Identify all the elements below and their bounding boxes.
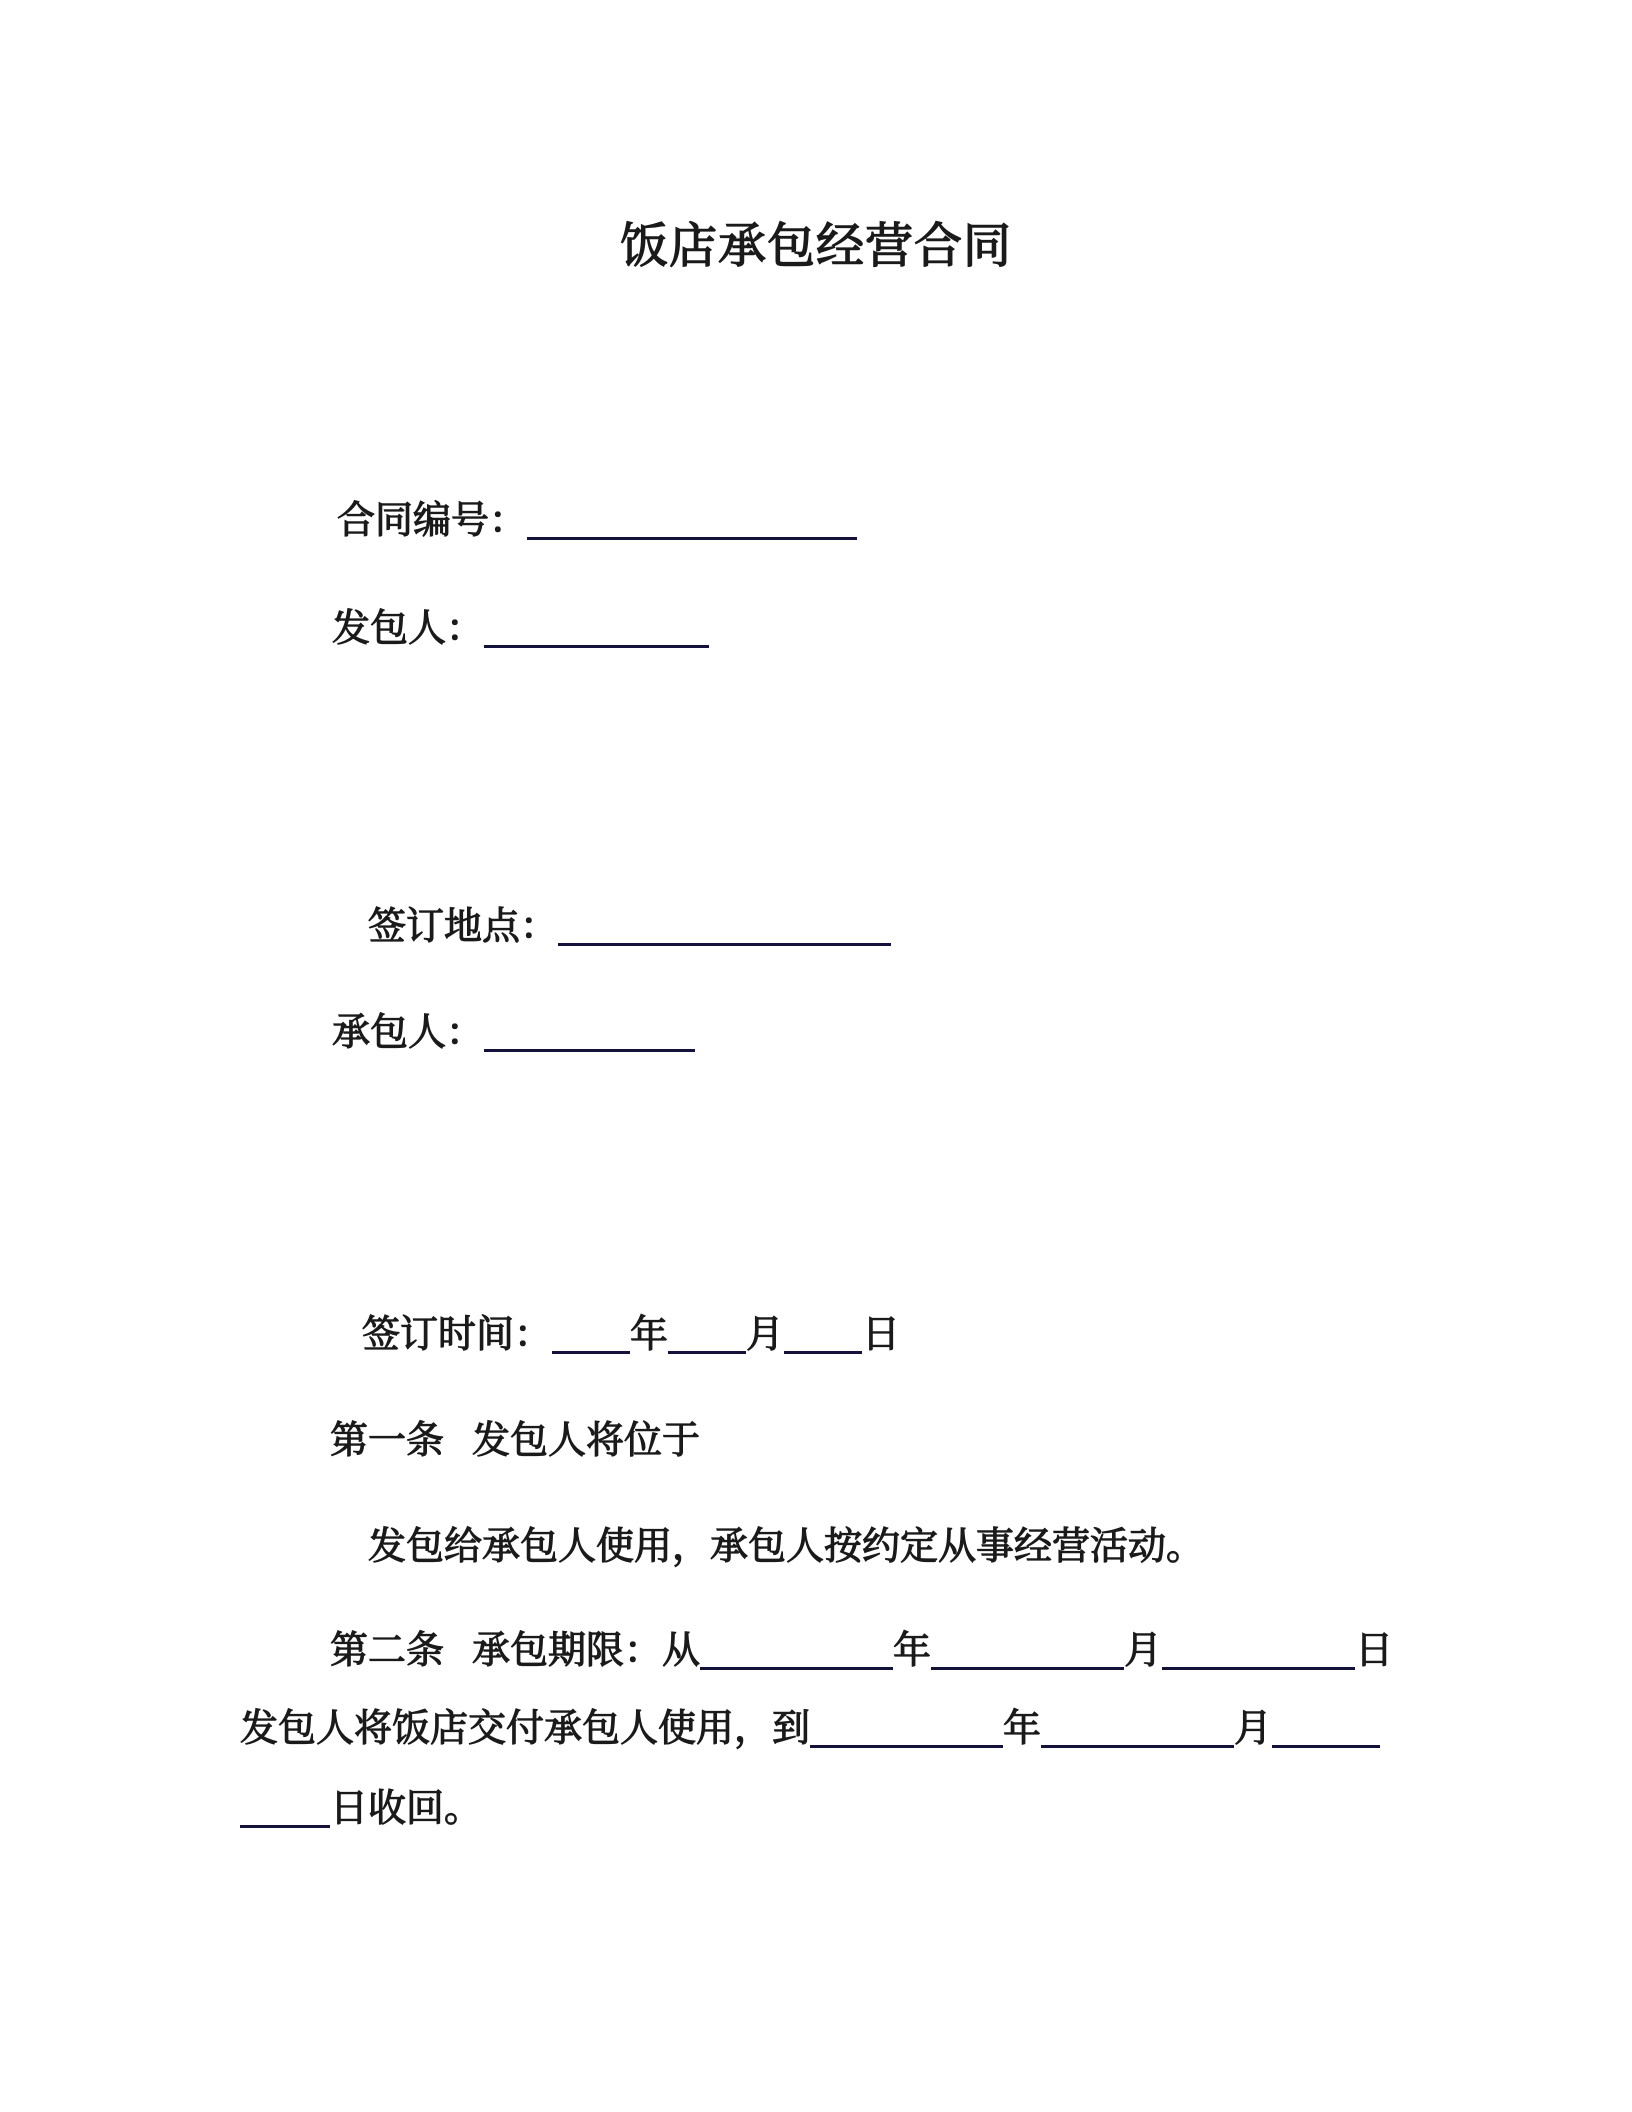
article-1-heading-row [330, 1420, 700, 1464]
article-2-from: 从 [662, 1630, 701, 1672]
contract-number-blank [527, 500, 857, 540]
signing-year-blank [552, 1314, 630, 1354]
article-2-line-2-text: 发包人将饭店交付承包人使用，到 [240, 1708, 811, 1750]
year-unit-label: 年 [630, 1314, 669, 1356]
signing-month-blank [668, 1314, 746, 1354]
article-1-number: 第一条 [330, 1420, 445, 1462]
start-year-blank [700, 1630, 893, 1670]
article-1-body: 发包给承包人使用，承包人按约定从事经营活动。 [368, 1526, 1205, 1568]
month-unit-label: 月 [1124, 1630, 1163, 1672]
signing-place-label: 签订地点： [368, 906, 559, 948]
contract-number-row [337, 500, 857, 544]
article-1-heading: 发包人将位于 [472, 1420, 701, 1462]
signing-time-row [362, 1314, 900, 1358]
end-day-blank-part-1 [1272, 1708, 1380, 1748]
employer-row [332, 608, 709, 652]
page-title: 饭店承包经营合同 [619, 220, 1012, 273]
end-month-blank [1041, 1708, 1234, 1748]
signing-place-row [368, 906, 891, 950]
article-2-number: 第二条 [330, 1630, 445, 1672]
contractor-row [332, 1012, 695, 1056]
article-2-line-3 [240, 1788, 482, 1832]
signing-day-blank [784, 1314, 862, 1354]
end-day-blank-part-2 [240, 1788, 330, 1828]
day-unit-label: 日 [862, 1314, 901, 1356]
employer-label: 发包人： [332, 608, 485, 650]
month-unit-label: 月 [1234, 1708, 1273, 1750]
employer-blank [484, 608, 709, 648]
year-unit-label: 年 [1003, 1708, 1042, 1750]
article-2-line-2 [240, 1708, 1380, 1752]
start-month-blank [931, 1630, 1124, 1670]
article-2-line-3-text: 日收回。 [330, 1788, 483, 1830]
day-unit-label: 日 [1355, 1630, 1394, 1672]
article-2-line-1 [330, 1630, 1393, 1674]
contractor-label: 承包人： [332, 1012, 485, 1054]
month-unit-label: 月 [746, 1314, 785, 1356]
article-1-body-row [368, 1526, 1204, 1570]
end-year-blank [810, 1708, 1003, 1748]
start-day-blank [1162, 1630, 1355, 1670]
signing-time-label: 签订时间： [362, 1314, 553, 1356]
signing-place-blank [558, 906, 891, 946]
contractor-blank [484, 1012, 695, 1052]
article-2-label: 承包期限： [472, 1630, 663, 1672]
contract-number-label: 合同编号： [337, 500, 528, 542]
year-unit-label: 年 [893, 1630, 932, 1672]
